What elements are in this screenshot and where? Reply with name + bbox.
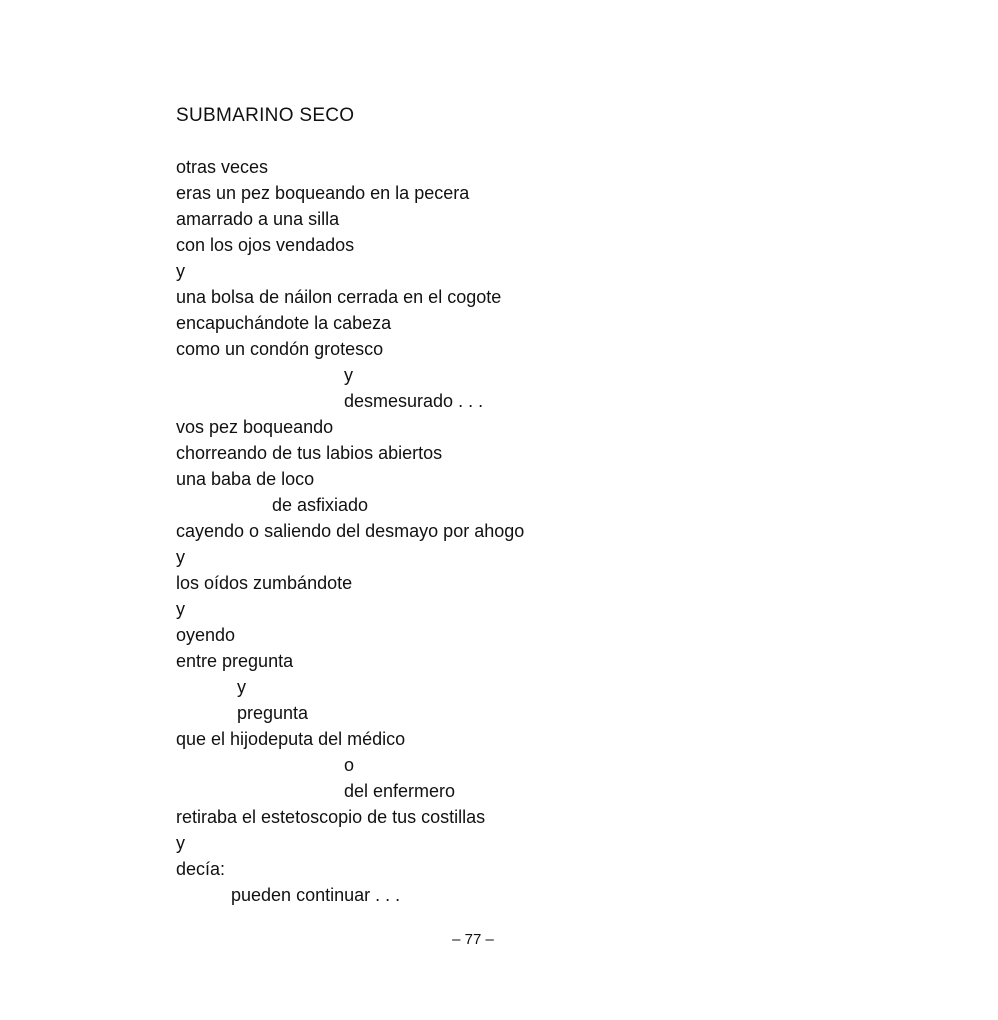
poem-line: oyendo: [176, 625, 236, 645]
poem-line: pueden continuar . . .: [231, 885, 401, 905]
poem-line: los oídos zumbándote: [176, 573, 353, 593]
poem-line: entre pregunta: [176, 651, 294, 671]
poem-line: de asfixiado: [272, 495, 369, 515]
poem-line: y: [344, 365, 353, 385]
poem-line: y: [176, 261, 185, 281]
poem-line: y: [176, 599, 185, 619]
poem-line: retiraba el estetoscopio de tus costillas: [176, 807, 486, 827]
poem-line: decía:: [176, 859, 226, 879]
poem-line: chorreando de tus labios abiertos: [176, 443, 443, 463]
poem-line: amarrado a una silla: [176, 209, 340, 229]
poem-line: desmesurado . . .: [344, 391, 484, 411]
poem-line: y: [176, 547, 185, 567]
page-number: – 77 –: [452, 931, 494, 948]
poem-line: o: [344, 755, 355, 775]
poem-line: vos pez boqueando: [176, 417, 334, 437]
poem-line: y: [237, 677, 246, 697]
poem-line: una bolsa de náilon cerrada en el cogote: [176, 287, 502, 307]
poem-line: una baba de loco: [176, 469, 315, 489]
poem-line: cayendo o saliendo del desmayo por ahogo: [176, 521, 525, 541]
poem-line: con los ojos vendados: [176, 235, 355, 255]
poem-title: SUBMARINO SECO: [176, 105, 355, 126]
poem-line: encapuchándote la cabeza: [176, 313, 392, 333]
poem-line: del enfermero: [344, 781, 456, 801]
poem-line: otras veces: [176, 157, 269, 177]
poem-line: que el hijodeputa del médico: [176, 729, 406, 749]
poem-line: como un condón grotesco: [176, 339, 384, 359]
poem-body: [176, 154, 524, 908]
poem-line: pregunta: [237, 703, 309, 723]
poem-line: eras un pez boqueando en la pecera: [176, 183, 470, 203]
poem-line: y: [176, 833, 185, 853]
